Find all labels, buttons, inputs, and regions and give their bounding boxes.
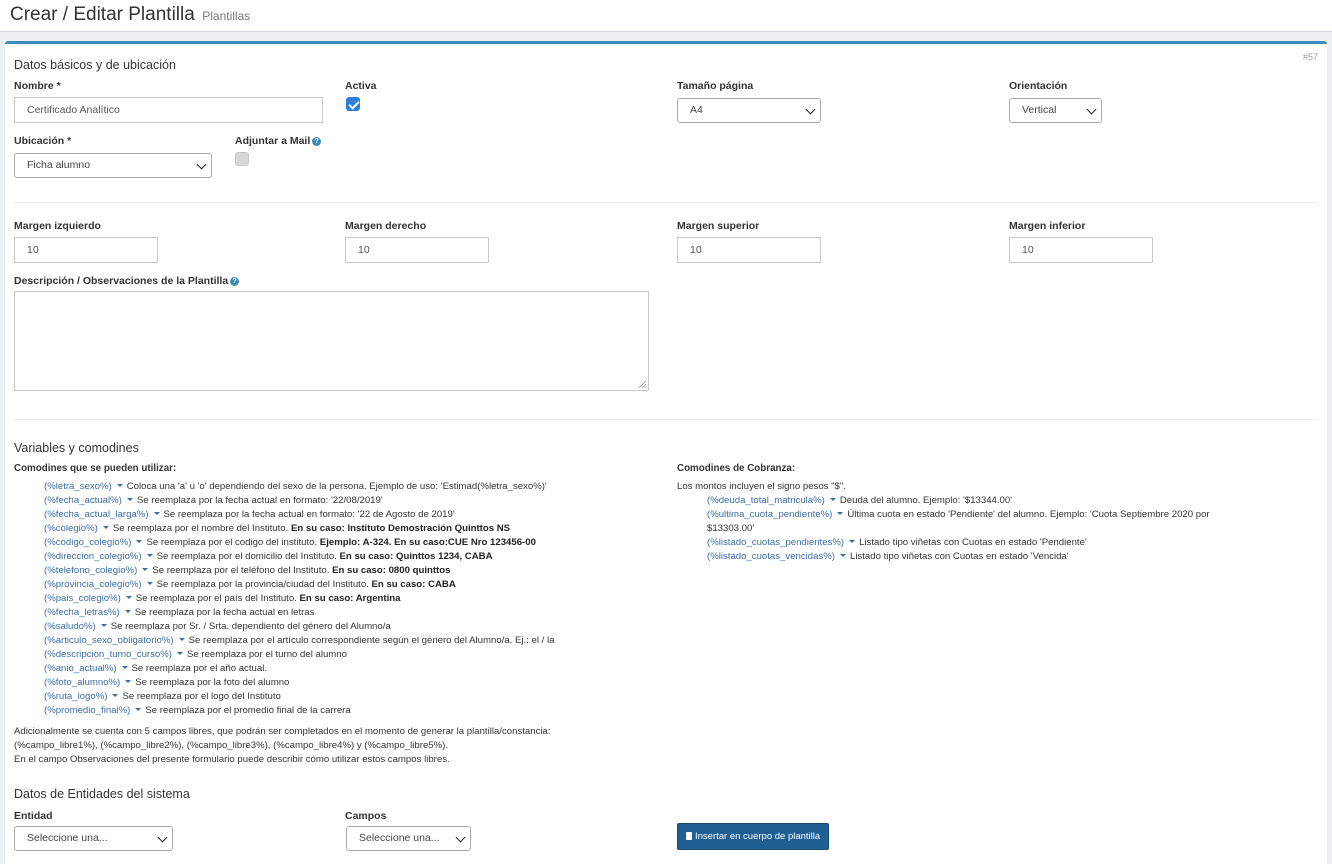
tamano-label: Tamaño página [677, 80, 754, 92]
insertar-button-label: Insertar en cuerpo de plantilla [695, 831, 821, 842]
ubicacion-value: Ficha alumno [27, 159, 91, 171]
comodin-desc: Deuda del alumno. Ejemplo: '$13344.00' [839, 495, 1013, 506]
activa-checkbox[interactable] [346, 97, 360, 111]
comodin-example: En su caso: 0800 quinttos [332, 565, 451, 576]
comodin-desc: Se reemplaza por el artículo correspondiente según el género del Alumno/a. Ej.: el / la [188, 635, 555, 646]
comodin-example: En su caso: Instituto Demostración Quinttos NS [290, 523, 511, 534]
comodin-item [707, 536, 1210, 550]
caret-down-icon[interactable] [112, 694, 118, 697]
comodin-item [44, 648, 554, 662]
caret-down-icon[interactable] [127, 498, 133, 501]
comodin-code[interactable]: (%foto_alumno%) [44, 677, 121, 688]
comodin-desc: Listado tipo viñetas con Cuotas en estado 'Vencida' [849, 551, 1069, 562]
divider [14, 419, 1318, 420]
comodin-code[interactable]: (%articulo_sexo_obligatorio%) [44, 635, 174, 646]
caret-down-icon[interactable] [837, 512, 843, 515]
comodin-code[interactable]: (%deuda_total_matricula%) [707, 495, 825, 506]
comodin-item-continuation: $13303.00' [707, 523, 755, 534]
comodin-desc: Coloca una 'a' u 'o' dependiendo del sexo de la persona. Ejemplo de uso: 'Estimad(%letra_sexo%)' [126, 481, 547, 492]
comodin-desc: Se reemplaza por el domicilio del Instituto. [156, 551, 337, 562]
comodin-item [44, 662, 554, 676]
divider [14, 202, 1318, 203]
caret-down-icon[interactable] [125, 610, 131, 613]
margen-inferior-input[interactable]: 10 [1009, 237, 1153, 263]
caret-down-icon[interactable] [126, 596, 132, 599]
orientacion-value: Vertical [1022, 104, 1057, 116]
adjuntar-label-text: Adjuntar a Mail [235, 135, 311, 147]
caret-down-icon[interactable] [179, 638, 185, 641]
chevron-down-icon [158, 833, 168, 843]
orientacion-label: Orientación [1009, 80, 1068, 92]
section-title-basic: Datos básicos y de ubicación [14, 58, 176, 72]
comodin-desc: Se reemplaza por el codigo del instituto. [146, 537, 318, 548]
comodin-code[interactable]: (%fecha_actual_larga%) [44, 509, 149, 520]
descripcion-textarea[interactable] [14, 291, 649, 391]
comodin-code[interactable]: (%provincia_colegio%) [44, 579, 142, 590]
margen-inferior-label: Margen inferior [1009, 220, 1086, 232]
caret-down-icon[interactable] [849, 540, 855, 543]
comodin-code[interactable]: (%pais_colegio%) [44, 593, 121, 604]
comodin-desc: Se reemplaza por el promedio final de la carrera [145, 705, 351, 716]
caret-down-icon[interactable] [177, 652, 183, 655]
page-subtitle: Plantillas [202, 9, 251, 23]
descripcion-label [14, 275, 239, 287]
comodin-desc: Se reemplaza por el nombre del Instituto. [112, 523, 289, 534]
caret-down-icon[interactable] [135, 708, 141, 711]
comodines-heading: Comodines que se pueden utilizar: [14, 463, 177, 474]
comodin-code[interactable]: (%telefono_colegio%) [44, 565, 138, 576]
comodin-item [707, 494, 1210, 508]
comodin-code[interactable]: (%saludo%) [44, 621, 96, 632]
comodin-desc: Se reemplaza por el turno del alumno [186, 649, 347, 660]
margen-superior-input[interactable]: 10 [677, 237, 821, 263]
comodin-code[interactable]: (%fecha_letras%) [44, 607, 120, 618]
comodin-item [44, 606, 554, 620]
form-box [5, 41, 1327, 864]
caret-down-icon[interactable] [122, 666, 128, 669]
comodin-code[interactable]: (%ultima_cuota_pendiente%) [707, 509, 833, 520]
campos-value: Seleccione una... [359, 832, 440, 844]
campos-libres-line: En el campo Observaciones del presente formulario puede describir cómo utilizar estos campos libres. [14, 754, 450, 765]
comodin-item [44, 522, 554, 536]
activa-label: Activa [345, 80, 377, 92]
comodin-item [44, 704, 554, 718]
caret-down-icon[interactable] [103, 526, 109, 529]
ubicacion-select[interactable] [14, 153, 212, 178]
comodin-code[interactable]: (%listado_cuotas_pendientes%) [707, 537, 845, 548]
comodin-desc: Se reemplaza por la fecha actual en letras [134, 607, 315, 618]
comodin-desc: Se reemplaza por Sr. / Srta. dependiento del género del Alumno/a [110, 621, 391, 632]
comodin-item [44, 564, 554, 578]
margen-izquierdo-input[interactable]: 10 [14, 237, 158, 263]
comodin-desc: Se reemplaza por el país del Instituto. [135, 593, 297, 604]
insertar-button[interactable] [677, 823, 829, 850]
comodin-item [44, 550, 554, 564]
comodin-code[interactable]: (%ruta_logo%) [44, 691, 108, 702]
ubicacion-label: Ubicación * [14, 135, 72, 147]
comodin-item [44, 508, 554, 522]
chevron-down-icon [197, 160, 207, 170]
comodin-desc: Se reemplaza por el año actual. [131, 663, 267, 674]
entidad-select[interactable] [14, 826, 173, 851]
record-id: #57 [1302, 52, 1318, 62]
comodin-code[interactable]: (%descripcion_turno_curso%) [44, 649, 172, 660]
comodin-item [44, 494, 554, 508]
page-title: Crear / Editar Plantilla [10, 4, 195, 25]
comodin-item [44, 536, 554, 550]
caret-down-icon[interactable] [840, 554, 846, 557]
margen-derecho-input[interactable]: 10 [345, 237, 489, 263]
comodin-desc: Se reemplaza por la provincia/ciudad del Instituto. [156, 579, 369, 590]
comodin-example: En su caso: CABA [371, 579, 456, 590]
campos-libres-text [14, 725, 551, 767]
campos-libres-line: (%campo_libre1%), (%campo_libre2%), (%campo_libre3%), (%campo_libre4%) y (%campo_libre5%). [14, 740, 449, 751]
margen-derecho-label: Margen derecho [345, 220, 427, 232]
margen-izquierdo-label: Margen izquierdo [14, 220, 101, 232]
comodin-item [44, 578, 554, 592]
comodin-desc: Se reemplaza por el logo del Instituto [122, 691, 281, 702]
comodin-item [44, 480, 554, 494]
comodin-code[interactable]: (%promedio_final%) [44, 705, 131, 716]
nombre-input[interactable]: Certificado Analítico [14, 97, 323, 123]
comodin-item [44, 620, 554, 634]
comodin-item [44, 634, 554, 648]
tamano-value: A4 [690, 104, 703, 116]
adjuntar-checkbox[interactable] [235, 152, 249, 166]
campos-label: Campos [345, 810, 387, 822]
comodin-desc: Se reemplaza por la fecha actual en formato: '22 de Agosto de 2019' [163, 509, 455, 520]
comodin-code[interactable]: (%letra_sexo%) [44, 481, 112, 492]
caret-down-icon[interactable] [125, 680, 131, 683]
question-circle-icon[interactable]: ? [312, 137, 321, 146]
caret-down-icon[interactable] [101, 624, 107, 627]
caret-down-icon[interactable] [142, 568, 148, 571]
comodin-code[interactable]: (%codigo_colegio%) [44, 537, 132, 548]
page-header [0, 0, 1332, 32]
comodin-desc: Se reemplaza por el teléfono del Instituto. [152, 565, 330, 576]
question-circle-icon[interactable]: ? [230, 277, 239, 286]
caret-down-icon[interactable] [154, 512, 160, 515]
margen-superior-label: Margen superior [677, 220, 760, 232]
comodin-code[interactable]: (%fecha_actual%) [44, 495, 122, 506]
caret-down-icon[interactable] [147, 554, 153, 557]
section-title-variables: Variables y comodines [14, 441, 139, 455]
comodin-desc: Se reemplaza por la foto del alumno [135, 677, 290, 688]
entidad-value: Seleccione una... [27, 832, 108, 844]
clipboard-icon [686, 832, 692, 840]
campos-select[interactable] [346, 826, 471, 851]
comodin-code[interactable]: (%listado_cuotas_vencidas%) [707, 551, 835, 562]
comodines-list [44, 480, 554, 718]
comodin-code[interactable]: (%colegio%) [44, 523, 98, 534]
caret-down-icon[interactable] [117, 484, 123, 487]
comodin-desc: Se reemplaza por la fecha actual en formato: '22/08/2019' [136, 495, 383, 506]
comodin-item [44, 690, 554, 704]
comodin-example: En su caso: Quinttos 1234, CABA [339, 551, 493, 562]
nombre-label: Nombre * [14, 80, 61, 92]
comodin-desc: Última cuota en estado 'Pendiente' del alumno. Ejemplo: 'Cuota Septiembre 2020 por [847, 509, 1210, 520]
section-title-entidades: Datos de Entidades del sistema [14, 787, 190, 801]
comodin-example: Ejemplo: A-324. En su caso:CUE Nro 123456-00 [319, 537, 536, 548]
chevron-down-icon [806, 105, 816, 115]
descripcion-label-text: Descripción / Observaciones de la Plantilla [14, 275, 229, 287]
orientacion-select[interactable] [1009, 98, 1102, 123]
campos-libres-line: Adicionalmente se cuenta con 5 campos libres, que podrán ser completados en el momento de generar la plantilla/constancia: [14, 726, 551, 737]
caret-down-icon[interactable] [147, 582, 153, 585]
comodin-item [44, 676, 554, 690]
cobranza-list [707, 494, 1210, 564]
caret-down-icon[interactable] [136, 540, 142, 543]
comodin-code[interactable]: (%anio_actual%) [44, 663, 117, 674]
comodin-item [707, 550, 1210, 564]
comodin-code[interactable]: (%direccion_colegio%) [44, 551, 142, 562]
tamano-select[interactable] [677, 98, 821, 123]
entidad-label: Entidad [14, 810, 53, 822]
cobranza-intro: Los montos incluyen el signo pesos "$". [677, 481, 846, 492]
comodin-item [44, 592, 554, 606]
resize-grip-icon[interactable] [639, 381, 646, 388]
caret-down-icon[interactable] [830, 498, 836, 501]
adjuntar-label [235, 135, 321, 147]
chevron-down-icon [1087, 105, 1097, 115]
comodin-example: En su caso: Argentina [299, 593, 401, 604]
comodin-item [707, 508, 1210, 522]
chevron-down-icon [456, 833, 466, 843]
cobranza-heading: Comodines de Cobranza: [677, 463, 796, 474]
comodin-desc: Listado tipo viñetas con Cuotas en estado 'Pendiente' [859, 537, 1087, 548]
